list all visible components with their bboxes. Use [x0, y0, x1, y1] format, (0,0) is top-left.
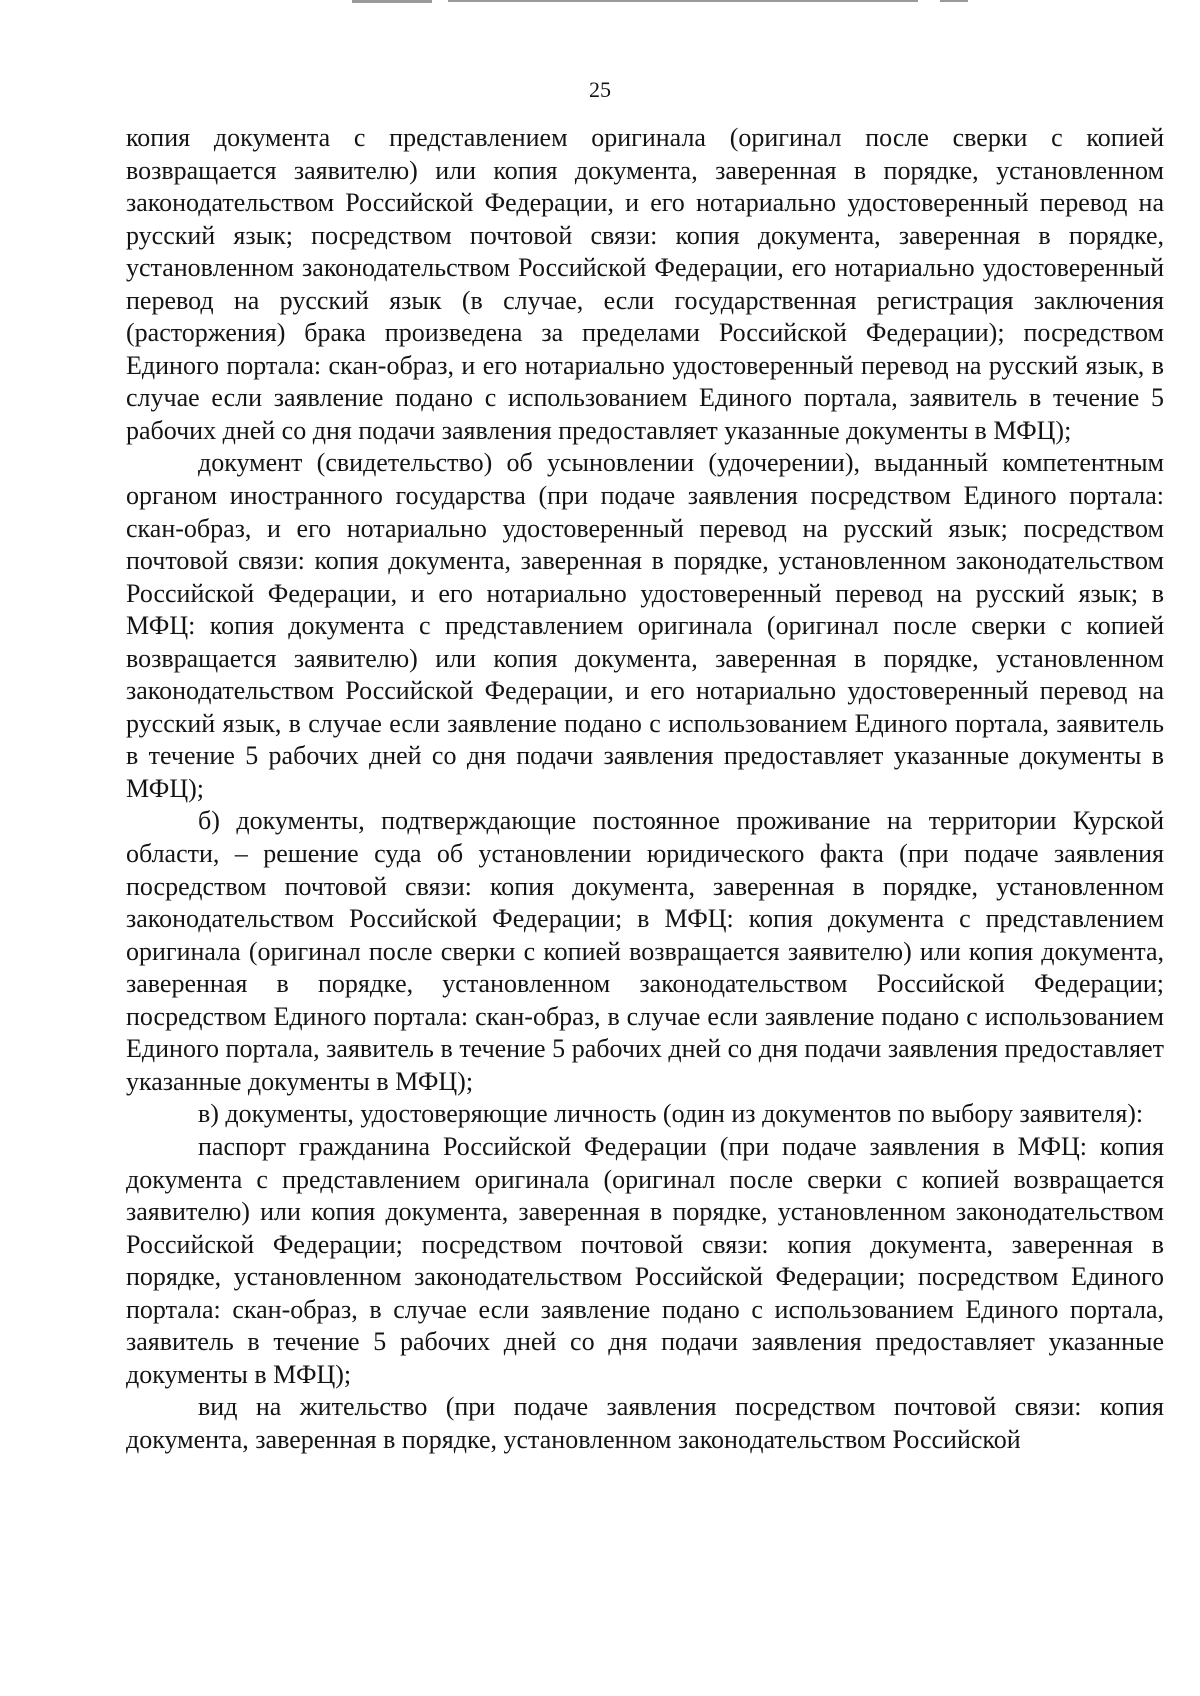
scan-edge-line — [940, 0, 968, 2]
body-text — [126, 122, 1164, 1456]
paragraph: в) документы, удостоверяющие личность (один из документов по выбору заявителя): — [198, 1099, 1144, 1129]
paragraph: б) документы, подтверждающие постоянное проживание на территории Курской области, – решение суда об установлении юридического факта (при подаче заявления посредством почтовой связи: копия документа, заверенная в порядке, установленном законодательством Российской Федерации; в МФЦ: копия документа с представлением оригинала (оригинал после сверки с копией возвращается заявителю) или копия документа, заверенная в порядке, установленном законодательством Российской Федерации; посредством Единого портала: скан-образ, в случае если заявление подано с использованием Единого портала, заявитель в течение 5 рабочих дней со дня подачи заявления предоставляет указанные документы в МФЦ); — [126, 806, 1164, 1096]
paragraph: копия документа с представлением оригинала (оригинал после сверки с копией возвращается заявителю) или копия документа, заверенная в порядке, установленном законодательством Российской Федерации, и его нотариально удостоверенный перевод на русский язык; посредством почтовой связи: копия документа, заверенная в порядке, установленном законодательством Российской Федерации, его нотариально удостоверенный перевод на русский язык (в случае, если государственная регистрация заключения (расторжения) брака произведена за пределами Российской Федерации); посредством Единого портала: скан-образ, и его нотариально удостоверенный перевод на русский язык, в случае если заявление подано с использованием Единого портала, заявитель в течение 5 рабочих дней со дня подачи заявления предоставляет указанные документы в МФЦ); — [126, 123, 1164, 445]
scan-edge-line — [352, 0, 432, 3]
paragraph: документ (свидетельство) об усыновлении (удочерении), выданный компетентным органом иностранного государства (при подаче заявления посредством Единого портала: скан-образ, и его нотариально удостоверенный перевод на русский язык; посредством почтовой связи: копия документа, заверенная в порядке, установленном законодательством Российской Федерации, и его нотариально удостоверенный перевод на русский язык; в МФЦ: копия документа с представлением оригинала (оригинал после сверки с копией возвращается заявителю) или копия документа, заверенная в порядке, установленном законодательством Российской Федерации, и его нотариально удостоверенный перевод на русский язык, в случае если заявление подано с использованием Единого портала, заявитель в течение 5 рабочих дней со дня подачи заявления предоставляет указанные документы в МФЦ); — [126, 448, 1164, 803]
scan-edge-line — [448, 0, 918, 2]
page-number: 25 — [589, 77, 611, 102]
paragraph: паспорт гражданина Российской Федерации (при подаче заявления в МФЦ: копия документа с представлением оригинала (оригинал после сверки с копией возвращается заявителю) или копия документа, заверенная в порядке, установленном законодательством Российской Федерации; посредством почтовой связи: копия документа, заверенная в порядке, установленном законодательством Российской Федерации; посредством Единого портала: скан-образ, в случае если заявление подано с использованием Единого портала, заявитель в течение 5 рабочих дней со дня подачи заявления предоставляет указанные документы в МФЦ); — [126, 1131, 1164, 1389]
paragraph: вид на жительство (при подаче заявления посредством почтовой связи: копия документа, заверенная в порядке, установленном законодательством Российской — [126, 1392, 1164, 1454]
